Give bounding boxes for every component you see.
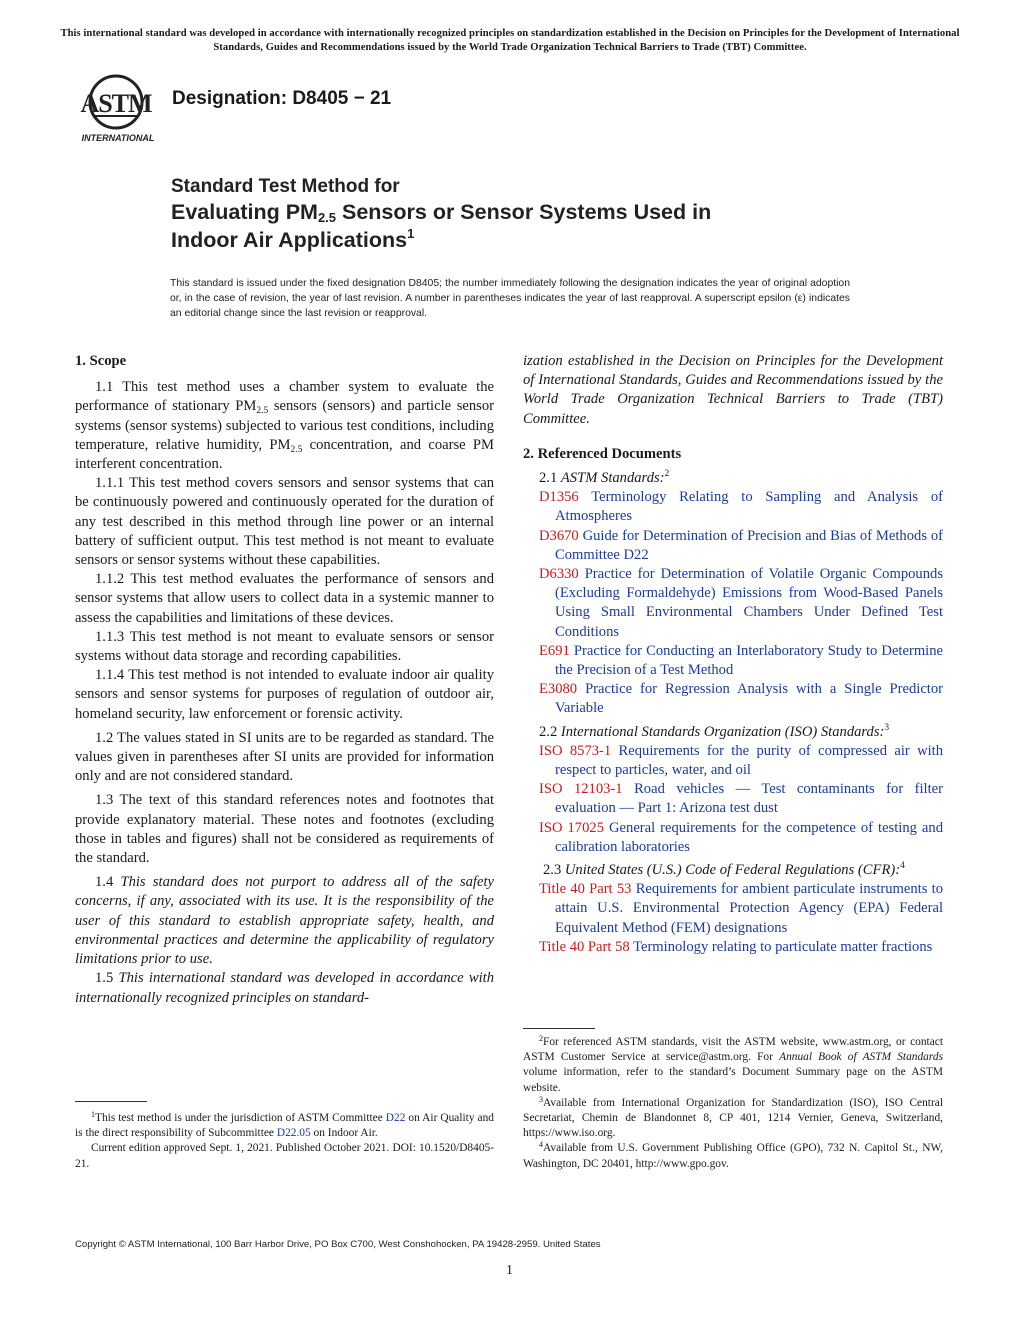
page-number: 1 xyxy=(506,1263,513,1278)
footnote-rule-right xyxy=(523,1028,595,1029)
title-line-2: Evaluating $PM_{2.5}$ Sensors or Sensor Systems Used in xyxy=(171,200,712,225)
reference-item xyxy=(523,565,943,642)
right-column xyxy=(523,352,943,957)
cfr-label: 2.3 United States (U.S.) Code of Federal Regulations (CFR):$^4$ xyxy=(543,861,905,879)
footnotes-left xyxy=(75,1111,494,1172)
reference-designation-link[interactable]: E691 xyxy=(539,642,570,659)
paragraph-1-1-3: 1.1.3 This test method is not meant to evaluate sensors or sensor systems without data storage and recording capabilities. xyxy=(75,628,494,665)
reference-designation-link[interactable]: Title 40 Part 58 xyxy=(539,938,630,955)
reference-item xyxy=(523,819,943,857)
footnote-3: $^3$Available from International Organization for Standardization (ISO), ISO Central Secretariat, Chemin de Blandonnet 8, CP 401, 1214 Vernier, Geneva, Switzerland, https://www.iso.org. xyxy=(523,1094,943,1140)
reference-title-link[interactable]: Road vehicles — Test contaminants for filter evaluation — Part 1: Arizona test dust xyxy=(555,781,943,817)
document-title xyxy=(171,175,911,254)
reference-title-link[interactable]: Guide for Determination of Precision and Bias of Methods of Committee D22 xyxy=(555,527,943,563)
footnote-4: $^4$Available from U.S. Government Publishing Office (GPO), 732 N. Capitol St., NW, Washington, DC 20401, http://www.gpo.gov. xyxy=(523,1140,943,1170)
header-notice: This international standard was developed in accordance with internationally recognized principles on standardization established in the Decision on Principles for the Development of International Standards, Guides and Recommendations issued by the World Trade Organization Technical Barriers to Trade (TBT) Committee. xyxy=(60,28,960,53)
reference-title-link[interactable]: Practice for Conducting an Interlaboratory Study to Determine the Precision of a Test Method xyxy=(555,642,944,679)
reference-title-link[interactable]: Practice for Determination of Volatile Organic Compounds (Excluding Formaldehyde) Emissions from Wood-Based Panels Using Small Environmental Chambers Under Defined Test Conditions xyxy=(555,566,943,640)
copyright: Copyright © ASTM International, 100 Barr Harbor Drive, PO Box C700, West Conshohocken, PA 19428-2959. United States xyxy=(75,1239,601,1250)
reference-designation-link[interactable]: ISO 17025 xyxy=(539,819,604,836)
paragraph-1-1-4: 1.1.4 This test method is not intended to evaluate indoor air quality sensors and sensor systems for purposes of regulation of outdoor air, homeland security, law enforcement or forensic activity. xyxy=(75,667,494,722)
paragraph-1-5: 1.5 This international standard was developed in accordance with internationally recognized principles on standard- xyxy=(75,970,495,1006)
reference-designation-link[interactable]: ISO 12103-1 xyxy=(539,781,623,798)
reference-item xyxy=(523,742,943,780)
reference-title-link[interactable]: Practice for Regression Analysis with a Single Predictor Variable xyxy=(555,681,944,717)
footnote-1: $^1$This test method is under the jurisdiction of ASTM Committee D22 on Air Quality and is the direct responsibility of Subcommittee D22.05 on Indoor Air. xyxy=(75,1110,494,1140)
footnote-1-edition: Current edition approved Sept. 1, 2021. Published October 2021. DOI: 10.1520/D8405-21. xyxy=(75,1142,494,1170)
reference-item xyxy=(523,527,943,565)
reference-item xyxy=(523,642,943,680)
issued-note: This standard is issued under the fixed designation D8405; the number immediately following the designation indicates the year of original adoption or, in the case of revision, the year of last revision. A number in parentheses indicates the year of last reapproval. A superscript epsilon (ε) indicates an editorial change since the last revision or reapproval. xyxy=(170,278,850,319)
astm-logo xyxy=(70,72,165,144)
title-line-1: Standard Test Method for xyxy=(171,176,400,197)
paragraph-1-2: 1.2 The values stated in SI units are to be regarded as standard. The values given in parentheses after SI units are provided for information only and are not considered standard. xyxy=(75,729,494,785)
reference-designation-link[interactable]: D6330 xyxy=(539,566,579,583)
iso-standards-list xyxy=(523,742,943,857)
footnotes-right xyxy=(523,1035,943,1172)
footnote-2: $^2$For referenced ASTM standards, visit the ASTM website, www.astm.org, or contact ASTM Customer Service at service@astm.org. For Annual Book of ASTM Standards volume information, refer to the standard’s Document Summary page on the ASTM website. xyxy=(523,1034,944,1094)
reference-title-link[interactable]: General requirements for the competence of testing and calibration laboratories xyxy=(555,819,943,855)
reference-designation-link[interactable]: Title 40 Part 53 xyxy=(539,881,632,898)
paragraph-1-1: 1.1 This test method uses a chamber system to evaluate the performance of stationary $PM_{2.5}$ sensors (sensors) and particle sensor systems (sensor systems) subjected to various test conditions, including temperature, relative humidity, $PM_{2.5}$ concentration, and coarse PM interferent concentration. xyxy=(75,379,495,473)
reference-item xyxy=(523,680,943,718)
paragraph-1-5-cont: ization established in the Decision on Principles for the Development of International Standards, Guides and Recommendations issued by the World Trade Organization Technical Barriers to Trade (TBT) Committee. xyxy=(523,353,943,427)
cfr-list xyxy=(523,880,943,957)
reference-designation-link[interactable]: E3080 xyxy=(539,681,578,698)
iso-standards-label: 2.2 International Standards Organization (ISO) Standards:$^3$ xyxy=(539,722,890,740)
reference-item xyxy=(523,488,943,526)
reference-designation-link[interactable]: D1356 xyxy=(539,489,579,506)
astm-logo-icon xyxy=(80,76,152,128)
link-d22-05[interactable]: D22.05 xyxy=(276,1127,311,1140)
reference-item xyxy=(523,880,943,938)
logo-mark: ASTM xyxy=(80,89,152,118)
reference-item xyxy=(523,938,943,957)
paragraph-1-1-2: 1.1.2 This test method evaluates the performance of sensors and sensor systems that allow users to collect data in a systemic manner to assess the capabilities and limitations of these devices. xyxy=(75,571,494,626)
reference-title-link[interactable]: Terminology relating to particulate matter fractions xyxy=(633,938,933,955)
reference-designation-link[interactable]: ISO 8573-1 xyxy=(539,742,612,759)
footnote-rule-left xyxy=(75,1101,147,1102)
paragraph-1-4: 1.4 This standard does not purport to address all of the safety concerns, if any, associated with its use. It is the responsibility of the user of this standard to establish appropriate safety, health, and environmental practices and determine the applicability of regulatory limitations prior to use. xyxy=(75,874,494,968)
reference-item xyxy=(523,780,943,818)
title-line-3: Indoor Air Applications$^1$ xyxy=(171,226,415,252)
astm-standards-list xyxy=(523,488,943,718)
logo-caption: INTERNATIONAL xyxy=(81,133,155,143)
left-column xyxy=(75,352,494,1008)
section-heading-scope: 1. Scope xyxy=(75,353,127,369)
reference-title-link[interactable]: Requirements for the purity of compressed air with respect to particles, water, and oil xyxy=(555,742,944,779)
designation: Designation: D8405 − 21 xyxy=(172,88,392,109)
reference-title-link[interactable]: Requirements for ambient particulate instruments to attain U.S. Environmental Protection Agency (EPA) Federal Equivalent Method (FEM) designations xyxy=(555,881,943,936)
reference-designation-link[interactable]: D3670 xyxy=(539,527,579,544)
astm-standards-label: 2.1 ASTM Standards:$^2$ xyxy=(539,469,670,487)
paragraph-1-1-1: 1.1.1 This test method covers sensors and sensor systems that can be continuously powered and continuously operated for the duration of any test described in this method through line power or an internal battery of sufficient output. This test method is not meant to evaluate sensors or sensor systems without these capabilities. xyxy=(75,475,494,569)
paragraph-1-3: 1.3 The text of this standard references notes and footnotes that provide explanatory material. These notes and footnotes (excluding those in tables and figures) shall not be considered as requirements of the standard. xyxy=(75,792,494,867)
section-heading-referenced: 2. Referenced Documents xyxy=(523,445,682,462)
link-d22[interactable]: D22 xyxy=(385,1112,406,1124)
reference-title-link[interactable]: Terminology Relating to Sampling and Analysis of Atmospheres xyxy=(555,489,943,525)
